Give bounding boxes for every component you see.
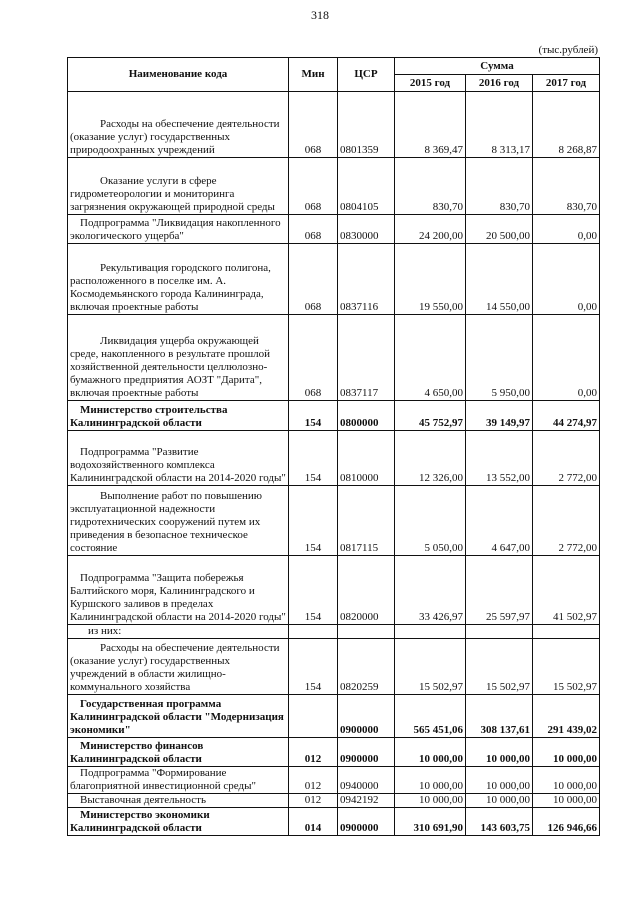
row-2015: 15 502,97 (395, 639, 466, 695)
row-name: из них: (88, 625, 122, 637)
page-number: 318 (311, 8, 329, 22)
row-name: Министерство финансов Калининградской области (70, 740, 204, 765)
row-2015: 45 752,97 (395, 401, 466, 431)
row-min: 012 (289, 738, 338, 767)
table-row (68, 808, 600, 836)
units-label: (тыс.рублей) (538, 44, 598, 56)
row-2017 (533, 625, 600, 639)
row-name: Подпрограмма "Ликвидация накопленного экологического ущерба" (70, 217, 281, 242)
row-min: 154 (289, 486, 338, 556)
row-2016: 8 313,17 (466, 92, 533, 158)
row-2017: 291 439,02 (533, 695, 600, 738)
row-2017: 0,00 (533, 215, 600, 244)
row-2017: 2 772,00 (533, 431, 600, 486)
header-row (68, 58, 600, 75)
row-2016: 14 550,00 (466, 244, 533, 315)
table-row (68, 639, 600, 695)
table-row (68, 738, 600, 767)
row-code: 0940000 (338, 767, 395, 794)
row-min (289, 625, 338, 639)
row-2015: 8 369,47 (395, 92, 466, 158)
table-row (68, 92, 600, 158)
row-min: 014 (289, 808, 338, 836)
row-min: 154 (289, 431, 338, 486)
table-row (68, 401, 600, 431)
row-2015: 565 451,06 (395, 695, 466, 738)
table-row (68, 695, 600, 738)
row-2017: 0,00 (533, 315, 600, 401)
row-min: 012 (289, 767, 338, 794)
row-code: 0837116 (338, 244, 395, 315)
row-code: 0820259 (338, 639, 395, 695)
table-row (68, 215, 600, 244)
row-2016: 15 502,97 (466, 639, 533, 695)
row-2015: 4 650,00 (395, 315, 466, 401)
row-min: 068 (289, 244, 338, 315)
row-2017: 10 000,00 (533, 738, 600, 767)
row-2015: 310 691,90 (395, 808, 466, 836)
row-2017: 10 000,00 (533, 767, 600, 794)
row-code: 0942192 (338, 794, 395, 808)
row-name: Оказание услуги в сфере гидрометеорологии и мониторинга загрязнения окружающей природной среды (70, 175, 275, 213)
row-name: Государственная программа Калининградской области "Модернизация экономики" (70, 698, 284, 736)
header-2017: 2017 год (533, 75, 600, 92)
row-min: 154 (289, 401, 338, 431)
row-name: Министерство строительства Калининградской области (70, 404, 228, 429)
row-name: Расходы на обеспечение деятельности (оказание услуг) государственных природоохранных учреждений (70, 118, 280, 156)
row-name: Министерство экономики Калининградской области (70, 809, 210, 834)
row-2017: 0,00 (533, 244, 600, 315)
table-row (68, 244, 600, 315)
row-2016: 4 647,00 (466, 486, 533, 556)
row-name: Подпрограмма "Развитие водохозяйственного комплекса Калининградской области на 2014-2020 годы" (70, 446, 286, 484)
row-2015: 33 426,97 (395, 556, 466, 625)
row-2016: 25 597,97 (466, 556, 533, 625)
table-row (68, 315, 600, 401)
row-2017: 44 274,97 (533, 401, 600, 431)
row-2016: 5 950,00 (466, 315, 533, 401)
row-2015: 19 550,00 (395, 244, 466, 315)
row-2017: 41 502,97 (533, 556, 600, 625)
row-min: 068 (289, 158, 338, 215)
header-2016: 2016 год (466, 75, 533, 92)
header-csr: ЦСР (338, 58, 395, 92)
row-code: 0810000 (338, 431, 395, 486)
row-2016: 143 603,75 (466, 808, 533, 836)
row-2016: 39 149,97 (466, 401, 533, 431)
row-2017: 126 946,66 (533, 808, 600, 836)
row-code: 0900000 (338, 695, 395, 738)
row-2015: 24 200,00 (395, 215, 466, 244)
table-row (68, 625, 600, 639)
row-name: Расходы на обеспечение деятельности (оказание услуг) государственных учреждений в области жилищно-коммунального хозяйства (70, 642, 280, 693)
row-2015: 10 000,00 (395, 767, 466, 794)
row-2016: 13 552,00 (466, 431, 533, 486)
row-code: 0830000 (338, 215, 395, 244)
table-row (68, 794, 600, 808)
row-code: 0801359 (338, 92, 395, 158)
row-name: Выполнение работ по повышению эксплуатационной надежности гидротехнических сооружений путем их приведения в безопасное техническое состояние (70, 490, 262, 554)
row-2016: 10 000,00 (466, 738, 533, 767)
row-min: 012 (289, 794, 338, 808)
row-2016: 10 000,00 (466, 767, 533, 794)
header-min: Мин (289, 58, 338, 92)
row-min: 154 (289, 639, 338, 695)
row-code: 0800000 (338, 401, 395, 431)
row-code: 0837117 (338, 315, 395, 401)
budget-table (67, 57, 600, 836)
row-code: 0817115 (338, 486, 395, 556)
row-2016: 308 137,61 (466, 695, 533, 738)
table-row (68, 767, 600, 794)
table-row (68, 556, 600, 625)
row-code: 0900000 (338, 738, 395, 767)
row-2016: 20 500,00 (466, 215, 533, 244)
row-min: 068 (289, 215, 338, 244)
row-code: 0900000 (338, 808, 395, 836)
header-name: Наименование кода (68, 58, 289, 92)
row-2015 (395, 625, 466, 639)
row-name: Подпрограмма "Защита побережья Балтийского моря, Калининградского и Куршского заливов в пределах Калининградской области на 2014-2020 годы" (70, 572, 286, 623)
row-2016: 10 000,00 (466, 794, 533, 808)
row-2016 (466, 625, 533, 639)
row-2015: 830,70 (395, 158, 466, 215)
row-code: 0804105 (338, 158, 395, 215)
row-2017: 10 000,00 (533, 794, 600, 808)
table-row (68, 486, 600, 556)
row-name: Ликвидация ущерба окружающей среде, накопленного в результате прошлой хозяйственной деятельности целлюлозно-бумажного предприятия АОЗТ "Дарита", включая проектные работы (70, 335, 271, 399)
row-min: 068 (289, 92, 338, 158)
row-2017: 15 502,97 (533, 639, 600, 695)
row-min: 154 (289, 556, 338, 625)
row-2015: 12 326,00 (395, 431, 466, 486)
row-code (338, 625, 395, 639)
table-row (68, 158, 600, 215)
row-2016: 830,70 (466, 158, 533, 215)
row-name: Подпрограмма "Формирование благоприятной инвестиционной среды" (70, 767, 257, 792)
row-min (289, 695, 338, 738)
row-name: Выставочная деятельность (80, 794, 206, 806)
row-2017: 830,70 (533, 158, 600, 215)
header-sum: Сумма (395, 58, 600, 75)
row-2017: 8 268,87 (533, 92, 600, 158)
row-code: 0820000 (338, 556, 395, 625)
table-row (68, 431, 600, 486)
row-name: Рекультивация городского полигона, расположенного в поселке им. А. Космодемьянского города Калининграда, включая проектные работы (70, 262, 271, 313)
row-min: 068 (289, 315, 338, 401)
row-2015: 10 000,00 (395, 738, 466, 767)
header-2015: 2015 год (395, 75, 466, 92)
row-2015: 10 000,00 (395, 794, 466, 808)
row-2017: 2 772,00 (533, 486, 600, 556)
row-2015: 5 050,00 (395, 486, 466, 556)
